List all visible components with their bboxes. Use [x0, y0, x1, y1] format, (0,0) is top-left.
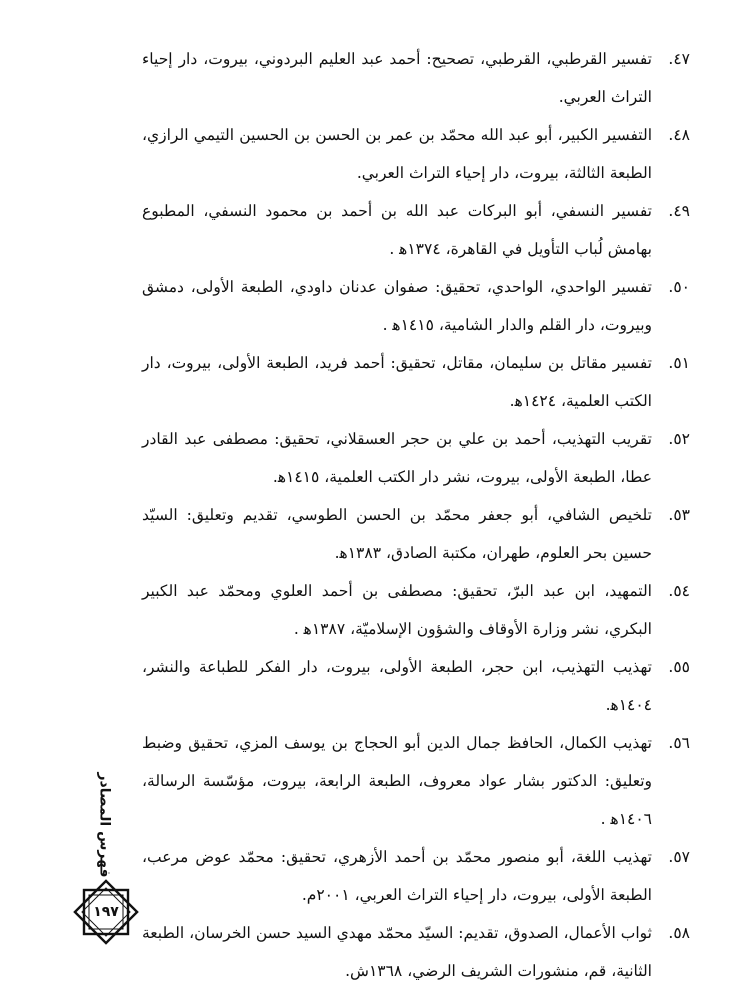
entry-text: تفسير مقاتل بن سليمان، مقاتل، تحقيق: أحمد فريد، الطبعة الأولى، بيروت، دار الكتب العلمية، ١٤٢٤ﻫ. [142, 354, 652, 410]
side-title-text: فهرس المصادر [97, 772, 113, 878]
bibliography-entry [142, 116, 690, 192]
entry-text: تهذيب التهذيب، ابن حجر، الطبعة الأولى، بيروت، دار الفكر للطباعة والنشر، ١٤٠٤ﻫ. [142, 658, 652, 714]
entry-number: ٥٤. [668, 582, 690, 600]
entry-number: ٥٢. [668, 430, 690, 448]
entry-number: ٥٠. [668, 278, 690, 296]
bibliography-entry [142, 420, 690, 496]
bibliography-entry [142, 496, 690, 572]
bibliography-entry [142, 192, 690, 268]
entry-text: تفسير الواحدي، الواحدي، تحقيق: صفوان عدنان داودي، الطبعة الأولى، دمشق وبيروت، دار القلم والدار الشامية، ١٤١٥ﻫ . [142, 278, 652, 334]
entry-number: ٤٨. [668, 126, 690, 144]
entry-text: التمهيد، ابن عبد البرّ، تحقيق: مصطفى بن أحمد العلوي ومحمّد عبد الكبير البكري، نشر وزارة الأوقاف والشؤون الإسلاميّة، ١٣٨٧ﻫ . [142, 582, 652, 638]
bibliography-entry [142, 268, 690, 344]
bibliography-list [142, 40, 690, 990]
page-number: ١٩٧ [93, 904, 119, 920]
entry-number: ٤٩. [668, 202, 690, 220]
bibliography-entry [142, 344, 690, 420]
entry-text: تقريب التهذيب، أحمد بن علي بن حجر العسقلاني، تحقيق: مصطفى عبد القادر عطا، الطبعة الأولى، بيروت، نشر دار الكتب العلمية، ١٤١٥ﻫ. [142, 430, 652, 486]
entry-number: ٤٧. [668, 50, 690, 68]
entry-number: ٥٨. [668, 924, 690, 942]
entry-text: تفسير النسفي، أبو البركات عبد الله بن أحمد بن محمود النسفي، المطبوع بهامش لُباب التأويل في القاهرة، ١٣٧٤ﻫ . [142, 202, 652, 258]
entry-number: ٥٥. [668, 658, 690, 676]
entry-number: ٥٣. [668, 506, 690, 524]
entry-text: ثواب الأعمال، الصدوق، تقديم: السيّد محمّد مهدي السيد حسن الخرسان، الطبعة الثانية، قم، منشورات الشريف الرضي، ١٣٦٨ش. [142, 924, 652, 980]
entry-text: التفسير الكبير، أبو عبد الله محمّد بن عمر بن الحسن بن الحسين التيمي الرازي، الطبعة الثالثة، بيروت، دار إحياء التراث العربي. [142, 126, 652, 182]
bibliography-entry [142, 914, 690, 990]
bibliography-entry [142, 40, 690, 116]
bibliography-entry [142, 648, 690, 724]
entry-text: تهذيب الكمال، الحافظ جمال الدين أبو الحجاج بن يوسف المزي، تحقيق وضبط وتعليق: الدكتور بشار عواد معروف، الطبعة الرابعة، بيروت، مؤسّسة الرسالة، ١٤٠٦ﻫ . [142, 734, 652, 828]
entry-text: تفسير القرطبي، القرطبي، تصحيح: أحمد عبد العليم البردوني، بيروت، دار إحياء التراث العربي. [142, 50, 652, 106]
entry-number: ٥٦. [668, 734, 690, 752]
entry-number: ٥١. [668, 354, 690, 372]
page-number-badge [72, 878, 140, 946]
entry-text: تهذيب اللغة، أبو منصور محمّد بن أحمد الأزهري، تحقيق: محمّد عوض مرعب، الطبعة الأولى، بيروت، دار إحياء التراث العربي، ٢٠٠١م. [142, 848, 652, 904]
entry-text: تلخيص الشافي، أبو جعفر محمّد بن الحسن الطوسي، تقديم وتعليق: السيّد حسين بحر العلوم، طهران، مكتبة الصادق، ١٣٨٣ﻫ. [142, 506, 652, 562]
bibliography-entry [142, 724, 690, 838]
entry-number: ٥٧. [668, 848, 690, 866]
section-side-title [88, 772, 122, 878]
bibliography-entry [142, 838, 690, 914]
bibliography-entry [142, 572, 690, 648]
